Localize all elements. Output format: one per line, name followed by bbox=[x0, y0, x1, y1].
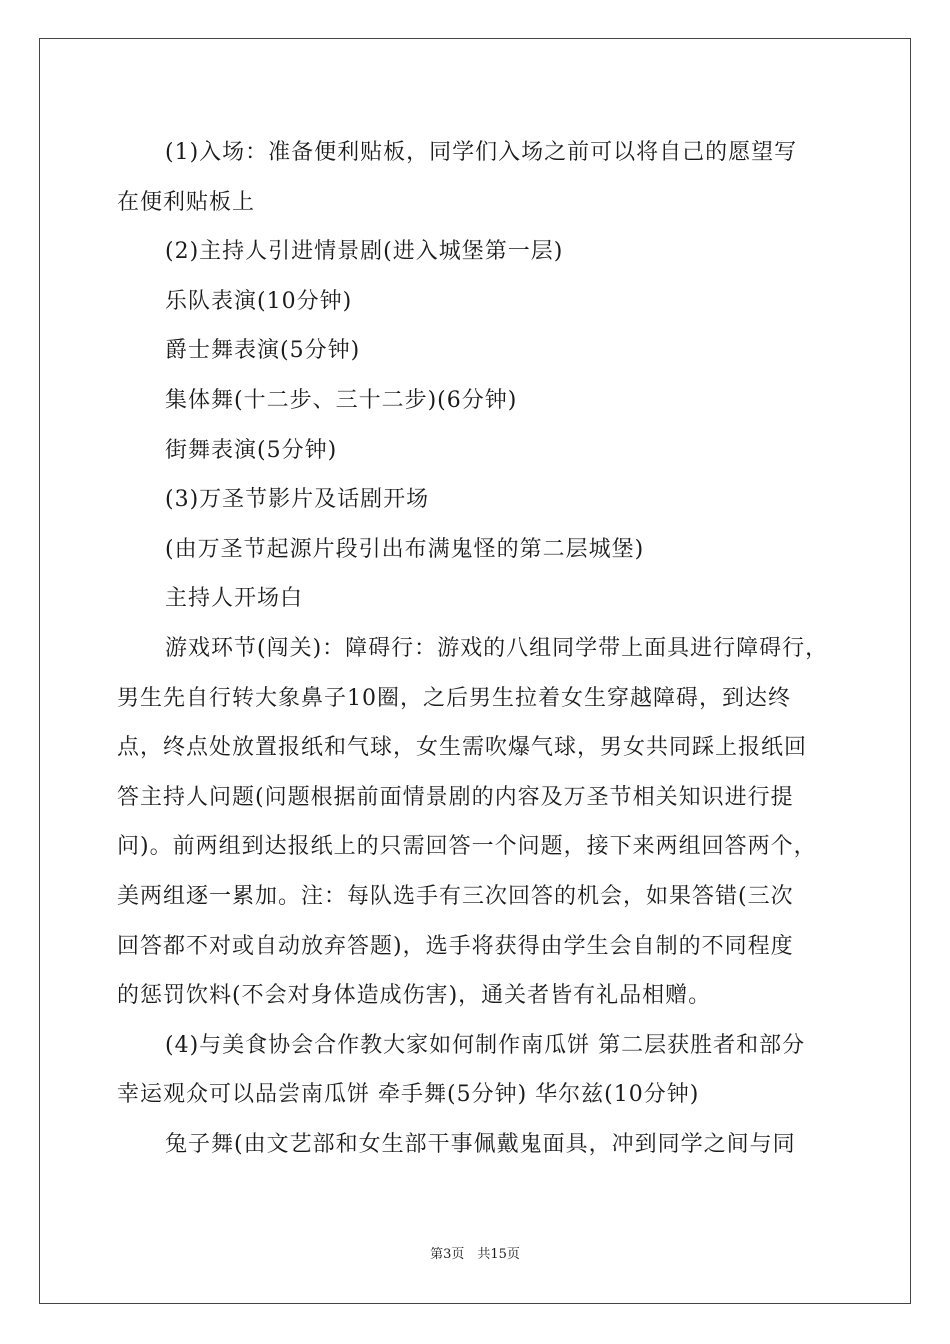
page-number-footer: 第3页 共15页 bbox=[430, 1247, 520, 1262]
paragraph-line: 问)。前两组到达报纸上的只需回答一个问题，接下来两组回答两个， bbox=[117, 834, 817, 860]
paragraph-line: (4)与美食协会合作教大家如何制作南瓜饼 第二层获胜者和部分 bbox=[165, 1032, 806, 1058]
document-body bbox=[117, 128, 837, 1169]
paragraph-line: 乐队表演(10分钟) bbox=[165, 288, 353, 314]
paragraph-line: (2)主持人引进情景剧(进入城堡第一层) bbox=[165, 239, 564, 265]
paragraph-line: (由万圣节起源片段引出布满鬼怪的第二层城堡) bbox=[165, 536, 645, 562]
paragraph-line: 男生先自行转大象鼻子10圈，之后男生拉着女生穿越障碍，到达终 bbox=[117, 685, 791, 711]
paragraph-line: 游戏环节(闯关)：障碍行：游戏的八组同学带上面具进行障碍行， bbox=[165, 635, 829, 661]
paragraph-line: 街舞表演(5分钟) bbox=[165, 437, 338, 463]
paragraph-line: 爵士舞表演(5分钟) bbox=[165, 338, 361, 364]
paragraph-line: (3)万圣节影片及话剧开场 bbox=[165, 487, 430, 513]
paragraph-line: 幸运观众可以品尝南瓜饼 牵手舞(5分钟) 华尔兹(10分钟) bbox=[117, 1082, 700, 1108]
paragraph-line: 美两组逐一累加。注：每队选手有三次回答的机会，如果答错(三次 bbox=[117, 883, 794, 909]
paragraph-line: 的惩罚饮料(不会对身体造成伤害)，通关者皆有礼品相赠。 bbox=[117, 983, 712, 1009]
paragraph-line: 答主持人问题(问题根据前面情景剧的内容及万圣节相关知识进行提 bbox=[117, 784, 794, 810]
paragraph-line: (1)入场：准备便利贴板，同学们入场之前可以将自己的愿望写 bbox=[165, 140, 798, 165]
paragraph-line: 在便利贴板上 bbox=[117, 189, 256, 215]
paragraph-line: 回答都不对或自动放弃答题)，选手将获得由学生会自制的不同程度 bbox=[117, 933, 794, 959]
paragraph-line: 点，终点处放置报纸和气球，女生需吹爆气球，男女共同踩上报纸回 bbox=[117, 735, 808, 761]
paragraph-line: 集体舞(十二步、三十二步)(6分钟) bbox=[165, 387, 518, 413]
paragraph-line: 兔子舞(由文艺部和女生部干事佩戴鬼面具，冲到同学之间与同 bbox=[165, 1131, 796, 1157]
paragraph-line: 主持人开场白 bbox=[165, 586, 304, 612]
